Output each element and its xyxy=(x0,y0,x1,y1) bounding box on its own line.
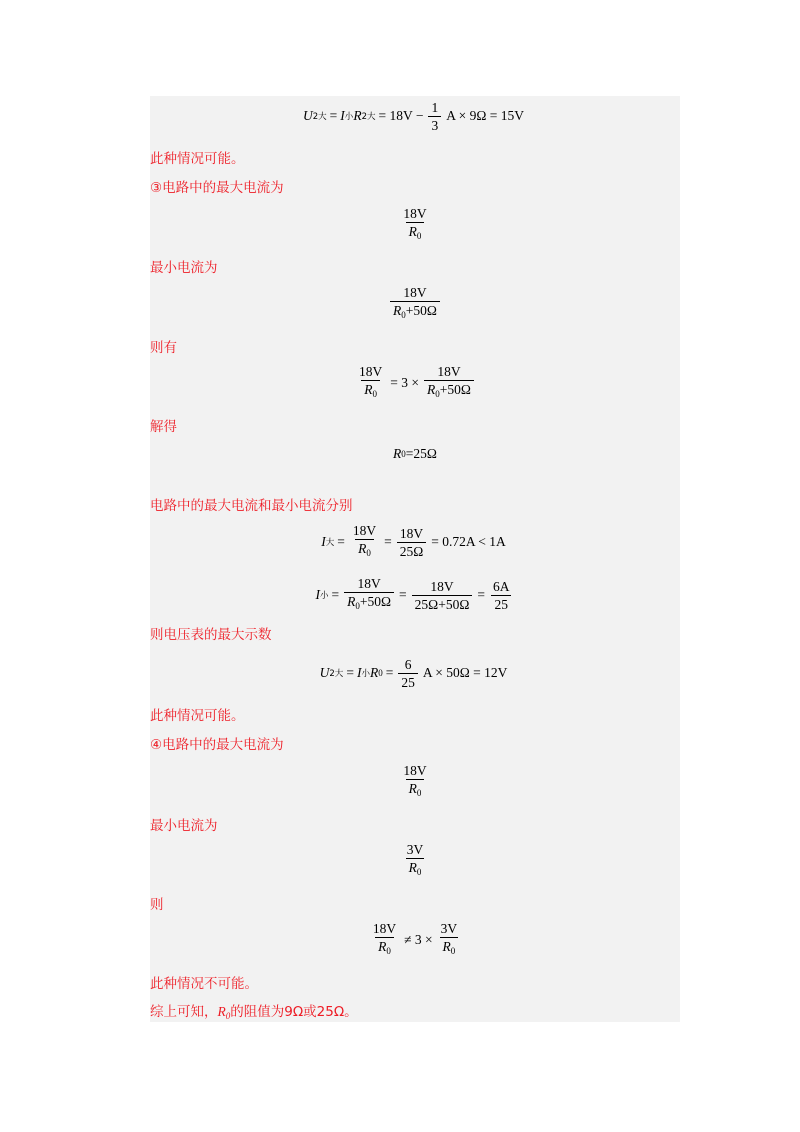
formula-not-equal: $\frac{18V}{R_0}$ ≠ 3 × $\frac{3V}{R_0}$ xyxy=(150,920,680,960)
text-line: 则电压表的最大示数 xyxy=(150,627,272,643)
fraction: $\frac{18V}{R_0}$ xyxy=(400,763,429,801)
formula-r0-25: R 0 =25Ω xyxy=(393,446,437,461)
fraction: $\frac{18V}{R_0+50\Omega}$ xyxy=(424,364,474,402)
text-line: 最小电流为 xyxy=(150,260,218,276)
fraction: $\frac{18V}{R_0}$ xyxy=(356,364,385,402)
conclusion-line: 综上可知，$R_0$的阻值为9Ω或25Ω。 xyxy=(150,1004,358,1021)
text-line: 此种情况可能。 xyxy=(150,708,245,724)
text-line: 解得 xyxy=(150,419,177,435)
fraction: $\frac{18V}{25\Omega}$ xyxy=(397,526,427,559)
formula-i-min: I 小 = $\frac{18V}{R_0+50\Omega}$ = $\frac{18V}{25\Omega+50\Omega}$ = $\frac{6A}{25}$ xyxy=(150,575,680,615)
text-line: 此种情况不可能。 xyxy=(150,976,258,992)
text-line: 最小电流为 xyxy=(150,818,218,834)
fraction: $\frac{3V}{R_0}$ xyxy=(404,842,427,880)
fraction: $\frac{18V}{25\Omega+50\Omega}$ xyxy=(412,579,473,612)
fraction: $\frac{1}{3}$ xyxy=(428,100,441,133)
formula-u2max-15v: U 2大 = I 小 R 2大 = 18V − $\frac{1}{3}$ A × 9Ω = 15V xyxy=(303,99,524,133)
text-line: 则有 xyxy=(150,340,177,356)
formula-min-current xyxy=(150,284,680,324)
fraction: $\frac{18V}{R_0}$ xyxy=(400,206,429,244)
text-line: 则 xyxy=(150,897,164,913)
fraction: $\frac{18V}{R_0+50\Omega}$ xyxy=(344,576,394,614)
formula-u2max-12v: U 2大 = I 小 R 0 = $\frac{6}{25}$ A × 50Ω = 12V xyxy=(319,656,508,690)
formula-max-current xyxy=(150,205,680,245)
fraction: $\frac{18V}{R_0}$ xyxy=(350,523,379,561)
formula-i-max: I 大 = $\frac{18V}{R_0}$ = $\frac{18V}{25\Omega}$ = 0.72A < 1A xyxy=(150,522,680,562)
formula-min-current-4 xyxy=(150,841,680,881)
text-line: 此种情况可能。 xyxy=(150,151,245,167)
text-line: ③电路中的最大电流为 xyxy=(150,180,284,196)
formula-max-current-4 xyxy=(150,762,680,802)
fraction: $\frac{3V}{R_0}$ xyxy=(438,921,461,959)
fraction: $\frac{6A}{25}$ xyxy=(492,578,510,612)
fraction: $\frac{18V}{R_0+50\Omega}$ xyxy=(390,285,440,323)
formula-ratio-equation: $\frac{18V}{R_0}$ = 3 × $\frac{18V}{R_0+50\Omega}$ xyxy=(150,363,680,403)
text-line: ④电路中的最大电流为 xyxy=(150,737,284,753)
fraction: $\frac{18V}{R_0}$ xyxy=(370,921,399,959)
fraction: $\frac{6}{25}$ xyxy=(398,657,418,690)
text-line: 电路中的最大电流和最小电流分别 xyxy=(150,498,353,514)
